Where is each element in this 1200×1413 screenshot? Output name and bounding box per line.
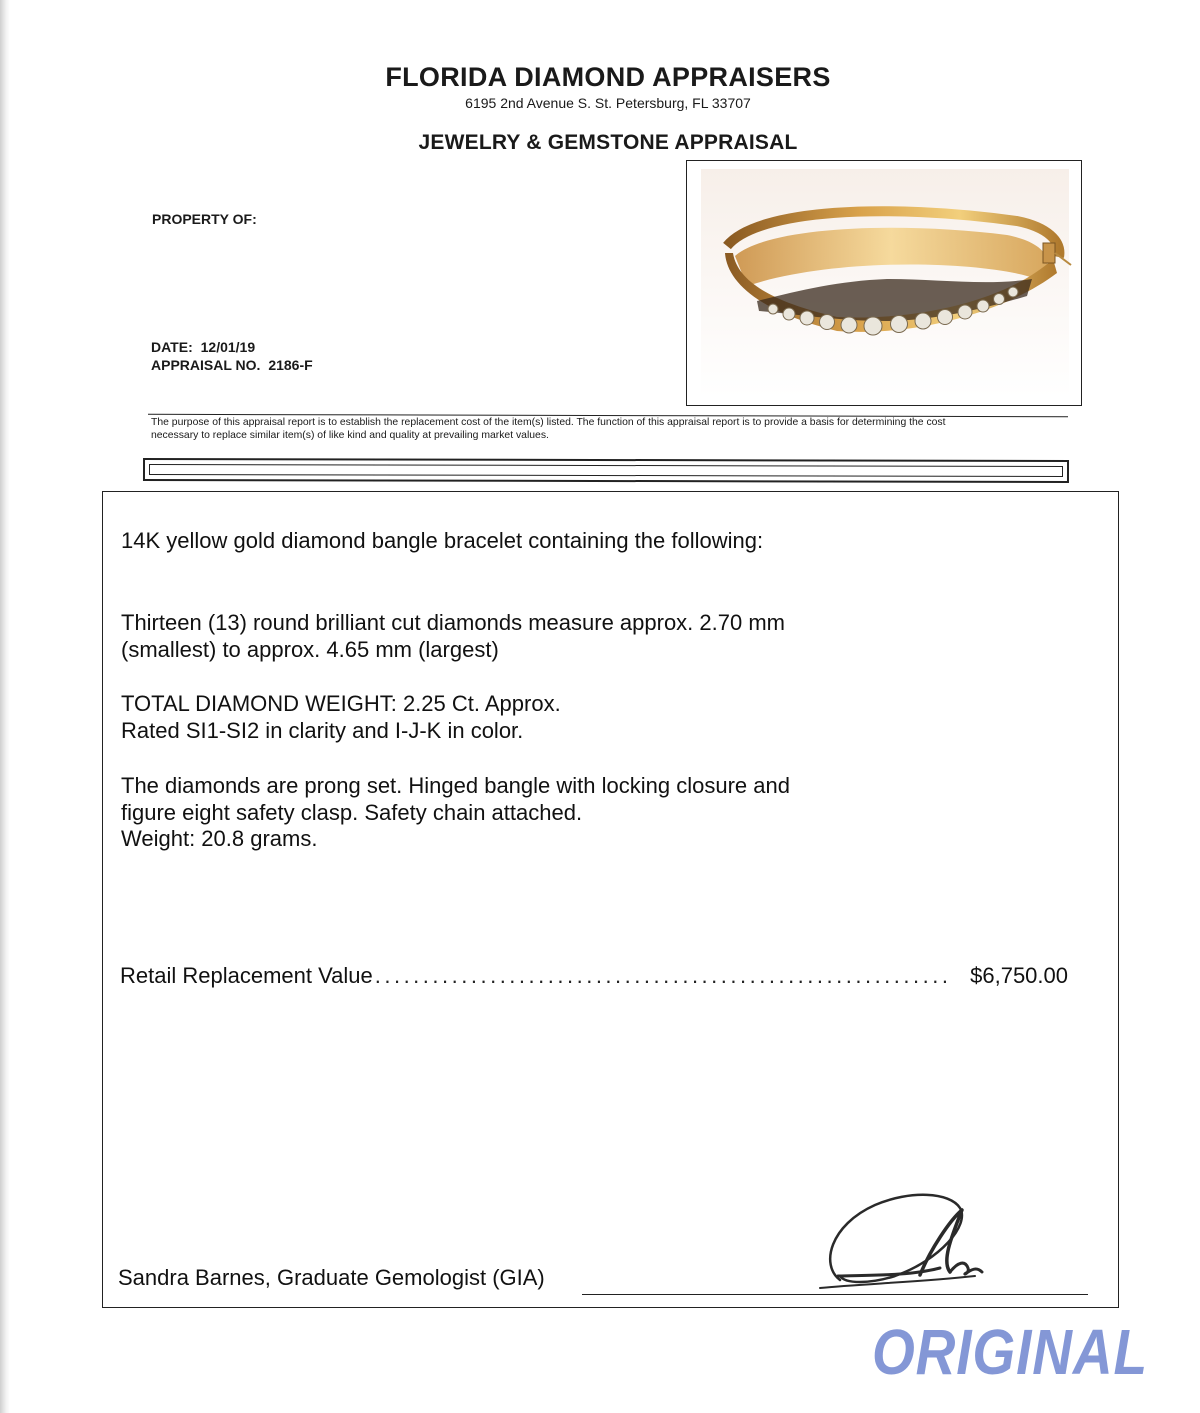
replacement-value-amount: $6,750.00 xyxy=(970,963,1068,988)
property-of-label: PROPERTY OF: xyxy=(152,211,257,227)
purpose-line-2: necessary to replace similar item(s) of like kind and quality at prevailing market values. xyxy=(151,429,549,441)
bracelet-photo-frame xyxy=(686,160,1082,406)
diamond-weight-line-2: Rated SI1-SI2 in clarity and I-J-K in color. xyxy=(121,717,524,743)
diamond-weight xyxy=(121,691,561,744)
diamond-measurements xyxy=(121,610,785,663)
purpose-statement xyxy=(151,417,1071,442)
diamond-measurements-line-1: Thirteen (13) round brilliant cut diamonds measure approx. 2.70 mm xyxy=(121,610,785,635)
item-intro: 14K yellow gold diamond bangle bracelet containing the following: xyxy=(121,528,764,553)
appraisal-number-value: 2186-F xyxy=(268,357,313,373)
scan-edge xyxy=(0,0,10,1413)
diamond-weight-line-1: TOTAL DIAMOND WEIGHT: 2.25 Ct. Approx. xyxy=(121,691,561,716)
dot-leader: ............................................................ xyxy=(374,963,952,988)
appraisal-number-label: APPRAISAL NO. xyxy=(151,357,261,373)
setting-line-2: figure eight safety clasp. Safety chain attached. xyxy=(121,799,583,825)
date-label: DATE: xyxy=(151,339,193,355)
original-stamp: ORIGINAL xyxy=(872,1316,1148,1388)
date-line xyxy=(151,339,255,355)
document-title: JEWELRY & GEMSTONE APPRAISAL xyxy=(418,131,798,154)
bracelet-photo xyxy=(687,161,1080,404)
purpose-line-1: The purpose of this appraisal report is to establish the replacement cost of the item(s) listed. The function of this appraisal report is to provide a basis for determining the cost xyxy=(151,417,946,428)
gemologist-name: Sandra Barnes, Graduate Gemologist (GIA) xyxy=(118,1265,545,1290)
replacement-value-row xyxy=(120,963,1068,989)
company-name: FLORIDA DIAMOND APPRAISERS xyxy=(385,62,831,92)
date-value: 12/01/19 xyxy=(200,339,256,355)
handwritten-signature xyxy=(800,1180,1000,1310)
double-rule-bar xyxy=(143,458,1069,483)
setting-line-1: The diamonds are prong set. Hinged bangle with locking closure and xyxy=(121,773,790,798)
setting-line-3: Weight: 20.8 grams. xyxy=(121,826,318,851)
setting-description xyxy=(121,773,790,853)
appraisal-number-line xyxy=(151,357,313,373)
replacement-value-label: Retail Replacement Value xyxy=(120,963,373,988)
company-address: 6195 2nd Avenue S. St. Petersburg, FL 33707 xyxy=(465,95,751,111)
diamond-measurements-line-2: (smallest) to approx. 4.65 mm (largest) xyxy=(121,636,499,662)
